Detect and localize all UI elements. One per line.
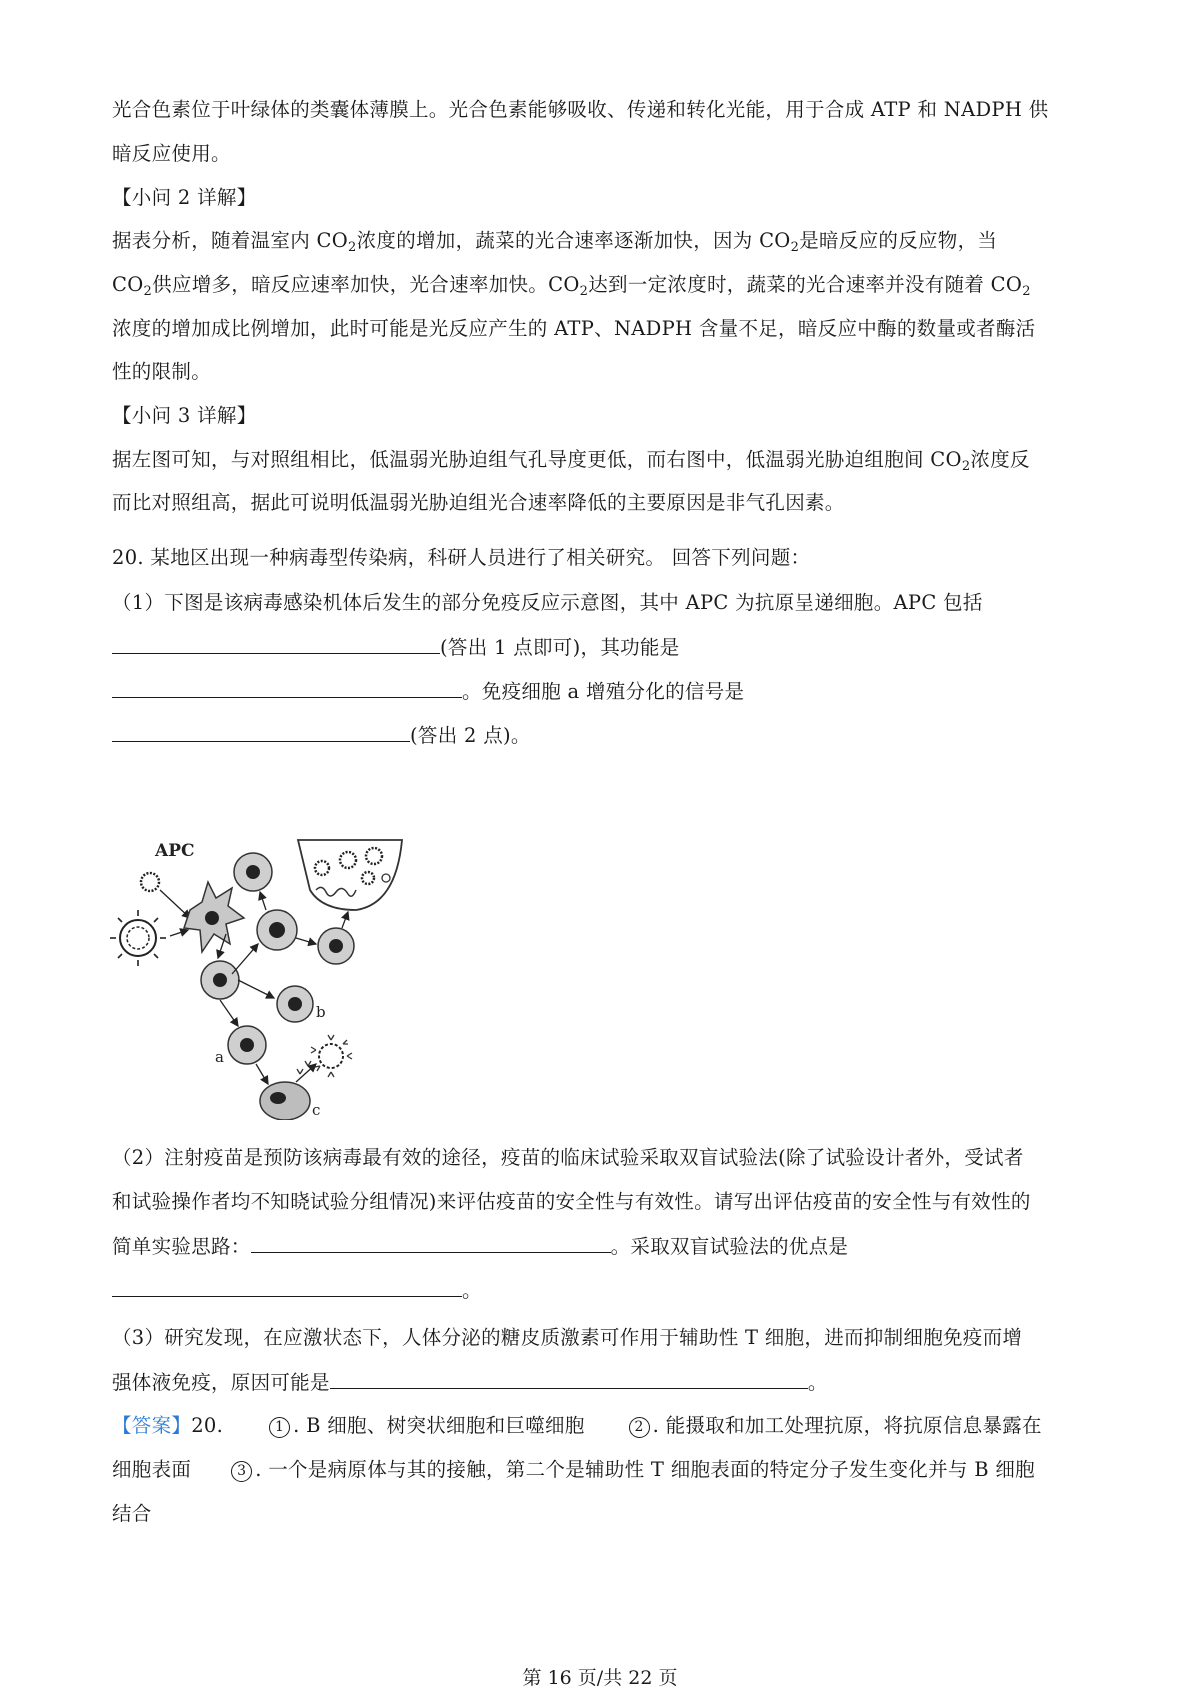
immune-response-diagram — [110, 830, 430, 1120]
text-line: 据左图可知，与对照组相比，低温弱光胁迫组气孔导度更低，而右图中，低温弱光胁迫组胞间 $CO_2$浓度反 — [112, 448, 1030, 474]
label-c: c — [312, 1101, 321, 1119]
circled-number: 2 — [629, 1417, 650, 1438]
label-a: a — [215, 1048, 224, 1066]
answer-blank — [112, 1276, 462, 1297]
memory-cell-b — [277, 986, 313, 1022]
text-line: 暗反应使用。 — [112, 142, 231, 165]
antibody-virus-icon — [297, 1035, 352, 1077]
text-line: 强体液免疫，原因可能是 。 — [112, 1368, 828, 1397]
t-cell — [201, 961, 239, 999]
cytotoxic-t-cell — [318, 928, 354, 964]
answer-blank — [251, 1232, 611, 1253]
virus-particle-icon — [141, 873, 159, 891]
label-b: b — [316, 1003, 326, 1021]
answer-blank — [112, 677, 462, 698]
circled-number: 1 — [269, 1417, 290, 1438]
plasma-cell-c — [260, 1082, 310, 1120]
t-cell — [234, 853, 272, 891]
text-line: (答出 2 点)。 — [112, 721, 531, 750]
answer-line: 【答案】20. 1 . B 细胞、树突状细胞和巨噬细胞 2 . 能摄取和加工处理抗原，将抗原信息暴露在 — [112, 1414, 1042, 1437]
answer-line: 结合 — [112, 1502, 152, 1525]
text-line: 和试验操作者均不知晓试验分组情况)来评估疫苗的安全性与有效性。请写出评估疫苗的安全性与有效性的 — [112, 1190, 1031, 1213]
virus-icon — [110, 910, 166, 966]
text-line: 性的限制。 — [112, 360, 212, 383]
immune-cell-a — [228, 1026, 266, 1064]
apc-label: APC — [155, 841, 195, 861]
target-cell — [298, 840, 402, 910]
answer-blank — [330, 1368, 808, 1389]
circled-number: 3 — [231, 1461, 252, 1482]
text-line: 。 — [112, 1276, 482, 1305]
section-heading: 【小问 2 详解】 — [112, 186, 257, 209]
text-line: 而比对照组高，据此可说明低温弱光胁迫组光合速率降低的主要原因是非气孔因素。 — [112, 491, 845, 514]
answer-line: 细胞表面 3 . 一个是病原体与其的接触，第二个是辅助性 T 细胞表面的特定分子发生变化并与 B 细胞 — [112, 1458, 1035, 1481]
page-footer: 第 16 页/共 22 页 — [522, 1667, 678, 1689]
text-line: (答出 1 点即可)，其功能是 — [112, 633, 680, 662]
answer-label: 【答案】 — [112, 1414, 192, 1437]
text-line: （2）注射疫苗是预防该病毒最有效的途径，疫苗的临床试验采取双盲试验法(除了试验设计者外，受试者 — [112, 1146, 1024, 1169]
text-line: 。免疫细胞 a 增殖分化的信号是 — [112, 677, 744, 706]
text-line: $CO_2$供应增多，暗反应速率加快，光合速率加快。$CO_2$达到一定浓度时，蔬菜的光合速率并没有随着 $CO_2$ — [112, 273, 1031, 299]
apc-cell — [184, 882, 244, 952]
text-line: 浓度的增加成比例增加，此时可能是光反应产生的 ATP、NADPH 含量不足，暗反应中酶的数量或者酶活 — [112, 317, 1036, 340]
question-stem: 20. 某地区出现一种病毒型传染病，科研人员进行了相关研究。 回答下列问题： — [112, 546, 811, 569]
helper-t-cell — [257, 910, 297, 950]
text-line: 简单实验思路： 。采取双盲试验法的优点是 — [112, 1232, 848, 1261]
text-line: （1）下图是该病毒感染机体后发生的部分免疫反应示意图，其中 APC 为抗原呈递细胞。APC 包括 — [112, 591, 983, 614]
text-line: 光合色素位于叶绿体的类囊体薄膜上。光合色素能够吸收、传递和转化光能，用于合成 ATP 和 NADPH 供 — [112, 98, 1049, 121]
answer-blank — [112, 633, 440, 654]
answer-blank — [112, 721, 410, 742]
section-heading: 【小问 3 详解】 — [112, 404, 257, 427]
text-line: （3）研究发现，在应激状态下，人体分泌的糖皮质激素可作用于辅助性 T 细胞，进而抑制细胞免疫而增 — [112, 1326, 1023, 1349]
text-line: 据表分析，随着温室内 $CO_2$浓度的增加，蔬菜的光合速率逐渐加快，因为 $CO_2$是暗反应的反应物，当 — [112, 229, 998, 255]
